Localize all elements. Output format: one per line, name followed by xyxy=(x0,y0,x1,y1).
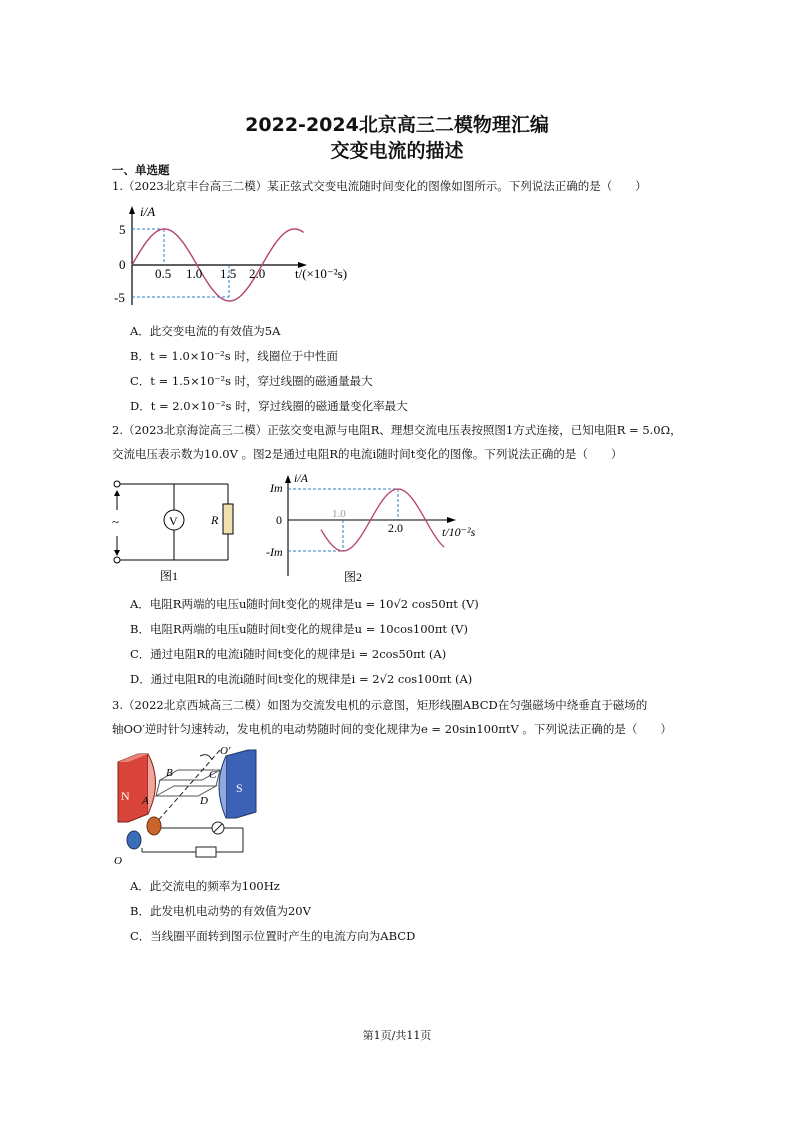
north-label: N xyxy=(121,789,130,803)
q2-x-tick-1: 1.0 xyxy=(332,508,346,520)
corner-a-label: A xyxy=(142,795,149,807)
figure1-caption: 图1 xyxy=(160,569,179,583)
section-heading: 一、单选题 xyxy=(112,163,170,177)
q2-option-b[interactable]: B．电阻R两端的电压u随时间t变化的规律是u = 10cos100πt (V) xyxy=(130,622,468,636)
q1-option-c[interactable]: C．t = 1.5×10⁻²s 时，穿过线圈的磁通量最大 xyxy=(130,374,373,388)
q3-option-a[interactable]: A．此交流电的频率为100Hz xyxy=(130,879,280,893)
q2-y-tick-max: Im xyxy=(270,481,283,495)
ac-source-icon: ~ xyxy=(112,514,120,529)
q3-option-c[interactable]: C．当线圈平面转到图示位置时产生的电流方向为ABCD xyxy=(130,929,416,943)
q2-option-d[interactable]: D．通过电阻R的电流i随时间t变化的规律是i = 2√2 cos100πt (A) xyxy=(130,672,473,686)
q3-stem-line2: 轴OO′逆时针匀速转动，发电机的电动势随时间的变化规律为e = 20sin100πtV 。下列说法正确的是（ ） xyxy=(112,722,672,736)
q2-x-tick-2: 2.0 xyxy=(388,521,403,535)
q2-y-tick-zero: 0 xyxy=(276,513,282,527)
corner-b-label: B xyxy=(166,767,173,779)
north-magnet xyxy=(118,754,148,822)
document-subtitle: 交变电流的描述 xyxy=(330,140,464,162)
slip-ring-1 xyxy=(147,817,161,835)
q1-x-tick-2: 1.0 xyxy=(186,266,203,281)
figure2-caption: 图2 xyxy=(344,570,363,584)
q1-x-label: t/(×10⁻²s) xyxy=(295,266,348,281)
corner-c-label: C xyxy=(209,769,217,781)
q2-y-tick-min: -Im xyxy=(266,545,283,559)
page-footer: 第1页/共11页 xyxy=(362,1029,432,1042)
q1-y-tick-max: 5 xyxy=(119,222,126,237)
axis-o-label: O xyxy=(114,855,122,867)
resistor-label: R xyxy=(211,513,219,527)
q1-x-tick-3: 1.5 xyxy=(220,266,237,281)
south-label: S xyxy=(236,781,243,795)
q1-y-label: i/A xyxy=(140,204,156,219)
axis-o-prime-label: O′ xyxy=(220,745,231,757)
q2-circuit-diagram xyxy=(108,474,248,586)
q1-option-a[interactable]: A．此交变电流的有效值为5A xyxy=(130,324,281,338)
q2-stem-line2: 交流电压表示数为10.0V 。图2是通过电阻R的电流i随时间t变化的图像。下列说法正确的是（ ） xyxy=(112,447,623,461)
resistor-icon xyxy=(223,504,233,534)
slip-ring-2 xyxy=(127,831,141,849)
q1-x-tick-4: 2.0 xyxy=(249,266,266,281)
q1-stem: 1.（2023北京丰台高三二模）某正弦式交变电流随时间变化的图像如图所示。下列说法正确的是（ ） xyxy=(112,179,647,193)
document-title: 2022-2024北京高三二模物理汇编 xyxy=(245,114,549,136)
q1-current-graph xyxy=(112,200,372,310)
q1-x-tick-1: 0.5 xyxy=(155,266,172,281)
corner-d-label: D xyxy=(200,795,208,807)
voltmeter-label: V xyxy=(169,514,178,528)
q2-y-label: i/A xyxy=(294,471,308,485)
q1-option-b[interactable]: B．t = 1.0×10⁻²s 时，线圈位于中性面 xyxy=(130,349,338,363)
q1-option-d[interactable]: D．t = 2.0×10⁻²s 时，穿过线圈的磁通量变化率最大 xyxy=(130,399,408,413)
q2-stem-line1: 2.（2023北京海淀高三二模）正弦交变电源与电阻R、理想交流电压表按照图1方式连接，已知电阻R = 5.0Ω， xyxy=(112,423,682,437)
q2-option-c[interactable]: C．通过电阻R的电流i随时间t变化的规律是i = 2cos50πt (A) xyxy=(130,647,447,661)
q2-current-graph xyxy=(266,468,486,586)
q2-x-label: t/10⁻²s xyxy=(442,525,476,539)
q1-y-tick-zero: 0 xyxy=(119,257,126,272)
load-resistor-icon xyxy=(196,847,216,857)
q2-option-a[interactable]: A．电阻R两端的电压u随时间t变化的规律是u = 10√2 cos50πt (V) xyxy=(130,597,479,611)
q3-generator-diagram xyxy=(108,742,268,868)
q3-option-b[interactable]: B．此发电机电动势的有效值为20V xyxy=(130,904,311,918)
q3-stem-line1: 3.（2022北京西城高三二模）如图为交流发电机的示意图，矩形线圈ABCD在匀强磁场中绕垂直于磁场的 xyxy=(112,698,648,712)
q1-y-tick-min: -5 xyxy=(114,290,125,305)
